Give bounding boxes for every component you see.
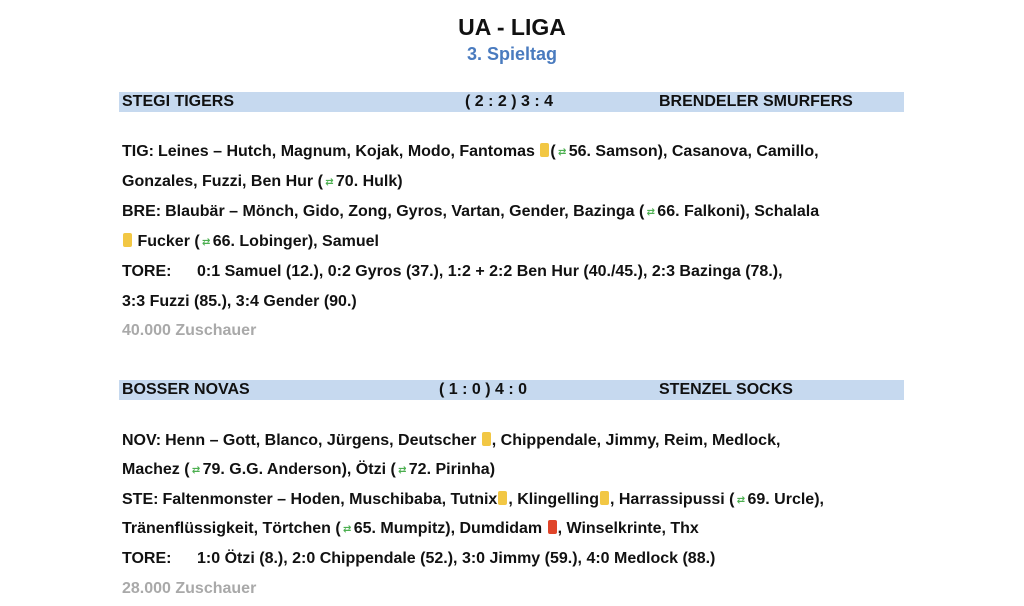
home-lineup-line-1 <box>122 143 819 161</box>
yellow-card-icon <box>482 432 491 446</box>
lineup-text: 69. Urcle), <box>747 491 824 508</box>
home-team: STEGI TIGERS <box>122 93 235 110</box>
goals-text: 0:1 Samuel (12.), 0:2 Gyros (37.), 1:2 + 2:2 Ben Hur (40./45.), 2:3 Bazinga (78.), <box>197 263 783 280</box>
lineup-text: ( <box>550 143 556 160</box>
goals-line-1 <box>122 550 715 568</box>
home-lineup-label: NOV: <box>122 432 162 449</box>
yellow-card-icon <box>600 491 609 505</box>
substitution-icon: ⇄ <box>191 465 201 476</box>
substitution-icon: ⇄ <box>736 495 746 506</box>
goals-label: TORE: <box>122 550 172 567</box>
yellow-card-icon <box>540 143 549 157</box>
away-lineup-line-1 <box>122 203 819 221</box>
lineup-text: 56. Samson), Casanova, Camillo, <box>568 143 819 160</box>
substitution-icon: ⇄ <box>558 147 567 158</box>
lineup-text: , Chippendale, Jimmy, Reim, Medlock, <box>491 432 781 449</box>
substitution-icon: ⇄ <box>202 237 211 248</box>
lineup-text: Henn – Gott, Blanco, Jürgens, Deutscher <box>165 432 477 449</box>
lineup-text: Faltenmonster – Hoden, Muschibaba, Tutnix <box>162 491 498 508</box>
away-lineup-label: BRE: <box>122 203 162 220</box>
substitution-icon: ⇄ <box>398 465 407 476</box>
match-header <box>119 92 904 112</box>
away-lineup-line-2 <box>122 233 379 251</box>
substitution-icon: ⇄ <box>646 207 655 218</box>
lineup-text: 65. Mumpitz), Dumdidam <box>353 520 543 537</box>
goals-label: TORE: <box>122 263 172 280</box>
lineup-text: 70. Hulk) <box>335 173 403 190</box>
page-subtitle: 3. Spieltag <box>466 44 558 64</box>
home-lineup-line-2 <box>122 461 495 479</box>
lineup-text: Gonzales, Fuzzi, Ben Hur ( <box>122 173 323 190</box>
lineup-text: , Harrassipussi ( <box>609 491 735 508</box>
match-score: ( 1 : 0 ) 4 : 0 <box>439 381 528 398</box>
away-lineup-line-1 <box>122 491 824 509</box>
lineup-text: Leines – Hutch, Magnum, Kojak, Modo, Fantomas <box>158 143 535 160</box>
page-title: UA - LIGA <box>458 14 566 40</box>
lineup-text: Tränenflüssigkeit, Törtchen ( <box>122 520 341 537</box>
spectators: 28.000 Zuschauer <box>122 580 257 597</box>
away-team: STENZEL SOCKS <box>659 381 793 398</box>
spectators: 40.000 Zuschauer <box>122 322 257 339</box>
home-team: BOSSER NOVAS <box>122 381 250 398</box>
match-score: ( 2 : 2 ) 3 : 4 <box>465 93 554 110</box>
match-header <box>119 380 904 400</box>
home-lineup-line-2 <box>122 173 403 191</box>
goals-line-1 <box>122 263 783 281</box>
goals-text: 1:0 Ötzi (8.), 2:0 Chippendale (52.), 3:0 Jimmy (59.), 4:0 Medlock (88.) <box>197 550 716 567</box>
lineup-text: 79. G.G. Anderson), Ötzi ( <box>202 461 396 478</box>
home-lineup-label: TIG: <box>122 143 154 160</box>
yellow-card-icon <box>123 233 132 247</box>
away-lineup-line-2 <box>122 520 699 538</box>
lineup-text: 66. Falkoni), Schalala <box>657 203 820 220</box>
lineup-text: 66. Lobinger), Samuel <box>212 233 379 250</box>
lineup-text: 72. Pirinha) <box>408 461 496 478</box>
lineup-text: , Winselkrinte, Thx <box>557 520 699 537</box>
goals-line-2 <box>122 293 357 311</box>
yellow-card-icon <box>498 491 507 505</box>
lineup-text: Machez ( <box>122 461 190 478</box>
away-team: BRENDELER SMURFERS <box>659 93 853 110</box>
substitution-icon: ⇄ <box>325 177 334 188</box>
lineup-text: Fucker ( <box>137 233 200 250</box>
goals-text: 3:3 Fuzzi (85.), 3:4 Gender (90.) <box>122 293 357 310</box>
substitution-icon: ⇄ <box>343 524 352 535</box>
away-lineup-label: STE: <box>122 491 159 508</box>
lineup-text: Blaubär – Mönch, Gido, Zong, Gyros, Vartan, Gender, Bazinga ( <box>165 203 645 220</box>
red-card-icon <box>548 520 557 534</box>
home-lineup-line-1 <box>122 432 780 450</box>
lineup-text: , Klingelling <box>508 491 599 508</box>
